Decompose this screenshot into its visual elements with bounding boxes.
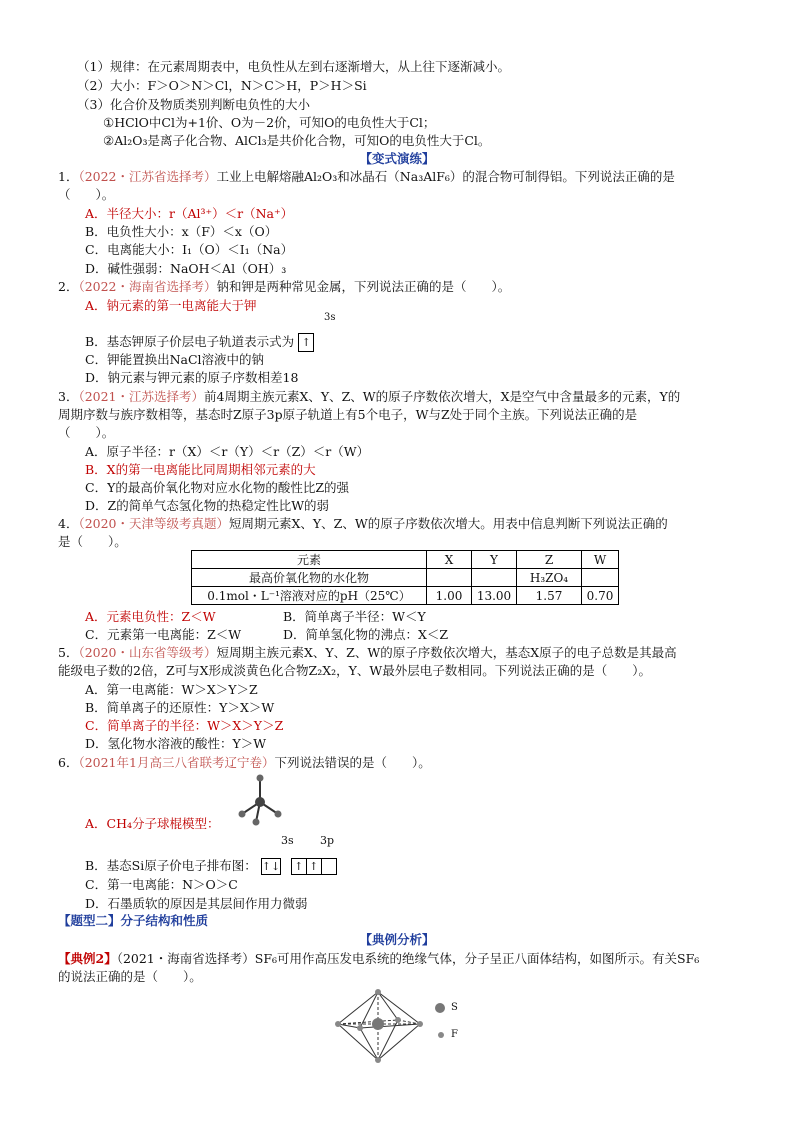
q2-orbital-label: 3s: [324, 312, 336, 323]
q3-stem-1: 3．（2021・江苏选择考）前4周期主族元素X、Y、Z、W的原子序数依次增大，X是空气中含量最多的元素，Y的: [58, 389, 681, 404]
q5-stem-2: 能级电子数的2倍，Z可与X形成淡黄色化合物Z₂X₂，Y、W最外层电子数相同。下列说法正确的是（ ）。: [58, 663, 651, 678]
q1-option-a: A．半径大小：r（Al³⁺）＜r（Na⁺）: [85, 206, 294, 221]
legend-s-atom-icon: [434, 1002, 446, 1014]
table-row: [192, 569, 619, 587]
table-cell: [427, 569, 472, 587]
q5-option-d: D．氢化物水溶液的酸性：Y＞W: [85, 736, 267, 751]
q4-table: [191, 550, 619, 605]
q4-option-c: C．元素第一电离能：Z＜W: [85, 627, 242, 642]
q6-option-d: D．石墨质软的原因是其层间作用力微弱: [85, 896, 308, 911]
orbital-box-paired-arrows-icon: ↑↓: [261, 860, 281, 873]
table-header: Z: [517, 551, 582, 569]
rule-3a: ①HClO中Cl为+1价、O为－2价，可知O的电负性大于Cl；: [103, 115, 436, 130]
table-header: 元素: [192, 551, 427, 569]
example-2-stem-2: 的说法正确的是（ ）。: [58, 969, 202, 984]
q3-stem-2: 周期序数与族序数相等，基态时Z原子3p原子轨道上有5个电子，W与Z处于同个主族。下列说法正确的是: [58, 407, 638, 422]
example-2-stem: 【典例2】（2021・海南省选择考）SF₆可用作高压发电系统的绝缘气体，分子呈正八面体结构，如图所示。有关SF₆: [58, 951, 700, 966]
table-cell: 0.1mol・L⁻¹溶液对应的pH（25℃）: [192, 587, 427, 605]
q6-orbital-3s-label: 3s: [281, 834, 294, 847]
q2-option-b: B．基态钾原子价层电子轨道表示式为 ↑: [85, 333, 314, 352]
orbital-box-up-arrow-icon: ↑: [298, 333, 314, 352]
rule-2: （2）大小：F＞O＞N＞Cl，N＞C＞H，P＞H＞Si: [77, 78, 367, 93]
orbital-box-up-arrow-icon: ↑: [291, 858, 307, 875]
q3-blank: （ ）。: [58, 425, 115, 440]
q3-option-d: D．Z的简单气态氢化物的热稳定性比W的弱: [85, 498, 330, 513]
sf6-octahedron-image: [330, 988, 430, 1066]
q3-option-a: A．原子半径：r（X）＜r（Y）＜r（Z）＜r（W）: [85, 444, 370, 459]
table-cell: 0.70: [582, 587, 619, 605]
table-row: [192, 551, 619, 569]
q2-option-a: A．钠元素的第一电离能大于钾: [85, 298, 257, 313]
legend-f-atom-icon: [437, 1031, 445, 1039]
table-header: W: [582, 551, 619, 569]
q1-stem: 1．（2022・江苏省选择考）工业上电解熔融Al₂O₃和冰晶石（Na₃AlF₆）的混合物可制得铝。下列说法正确的是: [58, 169, 675, 184]
table-cell: 1.57: [517, 587, 582, 605]
q5-option-b: B．简单离子的还原性：Y＞X＞W: [85, 700, 275, 715]
q5-option-a: A．第一电离能：W＞X＞Y＞Z: [85, 682, 258, 697]
table-cell: 1.00: [427, 587, 472, 605]
q6-option-a: A．CH₄分子球棍模型：: [85, 816, 220, 831]
q1-option-d: D．碱性强弱：NaOH＜Al（OH）₃: [85, 261, 287, 276]
q4-stem-2: 是（ ）。: [58, 534, 127, 549]
legend-s-label: S: [451, 1002, 458, 1013]
q5-option-c: C．简单离子的半径：W＞X＞Y＞Z: [85, 718, 284, 733]
table-cell: 13.00: [472, 587, 517, 605]
type-two-heading: 【题型二】分子结构和性质: [58, 913, 209, 928]
q1-blank: （ ）。: [58, 187, 115, 202]
q2-stem: 2．（2022・海南省选择考）钠和钾是两种常见金属，下列说法正确的是（ ）。: [58, 279, 511, 294]
q6-option-c: C．第一电离能：N＞O＞C: [85, 877, 238, 892]
q6-stem: 6．（2021年1月高三八省联考辽宁卷）下列说法错误的是（ ）。: [58, 755, 431, 770]
section-title-variant: 【变式演练】: [359, 151, 435, 166]
ch4-ball-stick-model-image: [230, 772, 290, 828]
table-row: [192, 587, 619, 605]
q6-orbital-3p-label: 3p: [320, 834, 335, 847]
table-cell: [472, 569, 517, 587]
q1-option-b: B．电负性大小：x（F）＜x（O）: [85, 224, 278, 239]
rule-3: （3）化合价及物质类别判断电负性的大小: [77, 97, 310, 112]
q5-stem-1: 5．（2020・山东省等级考）短周期主族元素X、Y、Z、W的原子序数依次增大，基态X原子的电子总数是其最高: [58, 645, 677, 660]
rule-1: （1）规律：在元素周期表中，电负性从左到右逐渐增大，从上往下逐渐减小。: [77, 59, 510, 74]
q2-option-c: C．钾能置换出NaCl溶液中的钠: [85, 352, 265, 367]
table-header: X: [427, 551, 472, 569]
q4-option-d: D．简单氢化物的沸点：X＜Z: [283, 627, 449, 642]
q3-option-c: C．Y的最高价氧化物对应水化物的酸性比Z的强: [85, 480, 350, 495]
q4-option-a: A．元素电负性：Z＜W: [85, 609, 216, 624]
q3-option-b: B．X的第一电离能比同周期相邻元素的大: [85, 462, 316, 477]
q4-stem: 4．（2020・天津等级考真题）短周期元素X、Y、Z、W的原子序数依次增大。用表中信息判断下列说法正确的: [58, 516, 668, 531]
q1-option-c: C．电离能大小：I₁（O）＜I₁（Na）: [85, 242, 294, 257]
orbital-box-empty-icon: [322, 858, 337, 875]
q4-option-b: B．简单离子半径：W＜Y: [283, 609, 426, 624]
table-header: Y: [472, 551, 517, 569]
q2-option-d: D．钠元素与钾元素的原子序数相差18: [85, 370, 299, 385]
q6-option-b: B．基态Si原子价电子排布图： ↑↓ ↑ ↑: [85, 857, 337, 875]
orbital-box-up-arrow-icon: ↑: [307, 858, 322, 875]
table-cell: [582, 569, 619, 587]
section-title-example: 【典例分析】: [359, 932, 435, 947]
rule-3b: ②Al₂O₃是离子化合物、AlCl₃是共价化合物，可知O的电负性大于Cl。: [103, 133, 491, 148]
legend-f-label: F: [451, 1029, 458, 1040]
table-cell: 最高价氧化物的水化物: [192, 569, 427, 587]
table-cell: H₃ZO₄: [517, 569, 582, 587]
